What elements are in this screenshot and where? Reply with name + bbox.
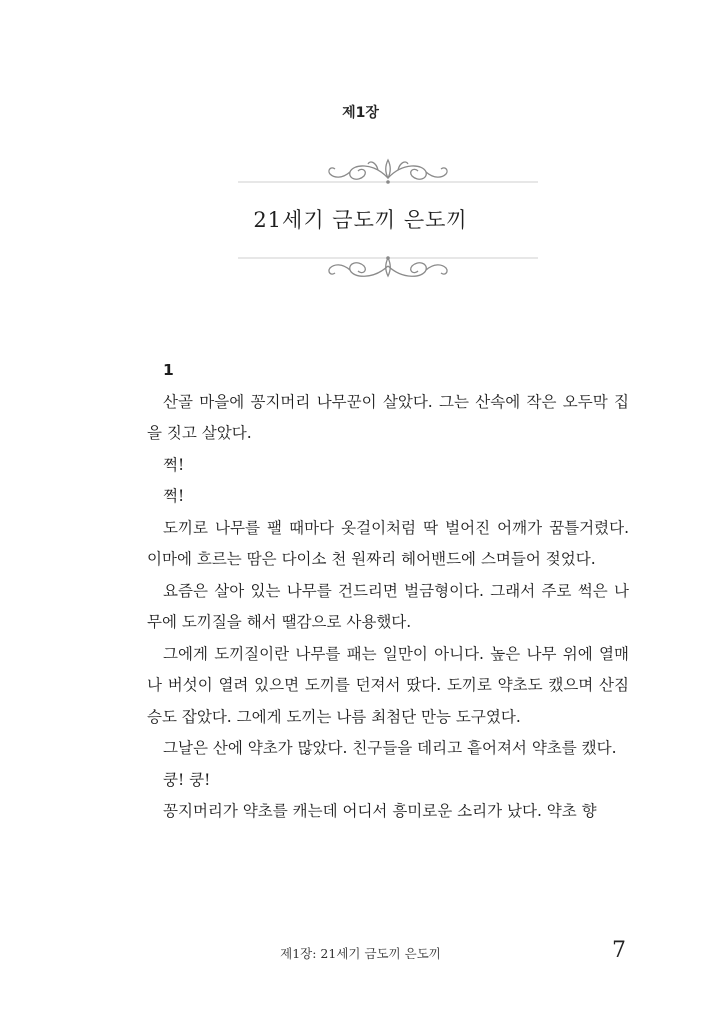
paragraph: 쩍! — [163, 455, 185, 474]
chapter-title: 21세기 금도끼 은도끼 — [253, 208, 468, 232]
paragraph: 꽁지머리가 약초를 캐는데 어디서 흥미로운 소리가 났다. 약초 향 — [163, 802, 597, 820]
paragraph: 쩍! — [163, 487, 185, 505]
paragraph: 요즘은 살아 있는 나무를 건드리면 벌금형이다. 그래서 주로 썩은 나무에 도끼질을 해서 땔감으로 사용했다. — [147, 581, 629, 631]
running-footer-title: 제1장: 21세기 금도끼 은도끼 — [280, 946, 441, 961]
section-number: 1 — [163, 361, 174, 379]
paragraph: 그에게 도끼질이란 나무를 패는 일만이 아니다. 높은 나무 위에 열매나 버섯이 열려 있으면 도끼를 던져서 땄다. 도끼로 약초도 캤으며 산짐승도 잡았다. 그에게 도끼는 나름 최첨단 만능 도구였다. — [147, 644, 629, 726]
paragraph: 쿵! 쿵! — [163, 770, 211, 789]
chapter-label: 제1장 — [342, 105, 379, 121]
page-number: 7 — [612, 938, 626, 963]
paragraph: 그날은 산에 약초가 많았다. 친구들을 데리고 흩어져서 약초를 캤다. — [163, 739, 617, 757]
paragraph: 산골 마을에 꽁지머리 나무꾼이 살았다. 그는 산속에 작은 오두막 집을 짓고 살았다. — [147, 392, 629, 442]
flourish-ornament-icon — [238, 152, 538, 188]
paragraph: 도끼로 나무를 팰 때마다 옷걸이처럼 딱 벌어진 어깨가 꿈틀거렸다. 이마에 흐르는 땀은 다이소 천 원짜리 헤어밴드에 스며들어 젖었다. — [147, 518, 629, 568]
body-text — [147, 355, 629, 828]
flourish-ornament-icon — [238, 248, 538, 284]
